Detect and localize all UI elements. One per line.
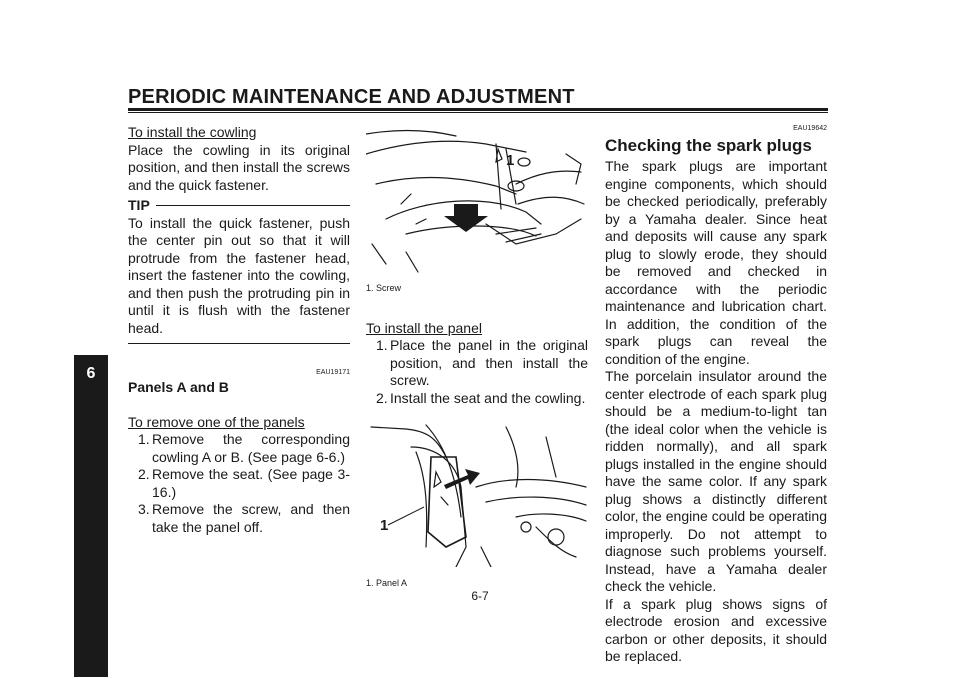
list-item: 1. Place the panel in the original position, and then install the screw. [376,337,588,388]
figure-callout: 1 [506,152,515,169]
paragraph: The spark plugs are important engine components, which should be checked periodically, preferably by a Yamaha dealer. Since heat and deposits will cause any spark plug to slowly erode, they should be removed and checked in accordance with the periodic maintenance and lubrication chart. In addition, the condition of the spark plugs can reveal the condition of the engine. [605,158,827,367]
chapter-tab [74,355,108,677]
install-steps-list [366,337,588,407]
tip-text: To install the quick fastener, push the center pin out so that it will protrude from the fastener head, insert the fastener into the cowling, and then push the protruding pin in until it is flush with the fastener head. [128,214,350,336]
panel-a-illustration [366,417,588,567]
middle-column [366,124,588,593]
list-item: 1. Remove the corresponding cowling A or B. (See page 6-6.) [138,431,350,465]
screw-illustration [366,124,588,274]
paragraph: If a spark plug shows signs of electrode erosion and excessive carbon or other deposits, it should be replaced. [605,595,827,664]
install-cowling-heading: To install the cowling [128,124,257,140]
tip-end-rule [128,343,350,344]
arrow-icon [444,469,480,489]
list-item: 3. Remove the screw, and then take the panel off. [138,501,350,535]
header-rule [128,108,828,111]
figure-caption: 1. Panel A [366,578,408,588]
tip-header [128,197,350,215]
panels-title: Panels A and B [128,379,229,395]
left-column [128,124,350,536]
right-column [605,124,827,666]
section-code: EAU19642 [793,125,827,132]
tip-rule [156,205,350,206]
paragraph: The porcelain insulator around the center electrode of each spark plug should be a medium-to-light tan (the ideal color when the vehicle is ridden normally), and all spark plugs installed in the engine should have the same color. If any spark plug shows a distinctly different color, the engine could be operating improperly. Do not attempt to diagnose such problems yourself. Instead, have a Yamaha dealer check the vehicle. [605,368,827,594]
spark-plugs-title: Checking the spark plugs [605,136,812,155]
list-item: 2. Install the seat and the cowling. [376,389,586,406]
remove-steps-list [128,431,350,536]
install-cowling-text: Place the cowling in its original position, and then install the screws and the quick fastener. [128,141,350,193]
figure-callout: 1 [380,517,389,534]
figure-panel-a [366,417,588,567]
install-panel-heading: To install the panel [366,319,482,336]
list-item: 2. Remove the seat. (See page 3-16.) [138,466,350,500]
chapter-tab-number: 6 [86,365,96,382]
arrow-down-icon [444,204,488,232]
figure-caption: 1. Screw [366,283,402,293]
page-number: 6-7 [471,589,489,603]
section-code: EAU19171 [316,369,350,376]
tip-label: TIP [128,197,150,213]
page-title: PERIODIC MAINTENANCE AND ADJUSTMENT [128,86,575,108]
header-rule-thin [128,112,828,113]
figure-screw [366,124,588,274]
remove-panel-heading: To remove one of the panels [128,413,305,430]
